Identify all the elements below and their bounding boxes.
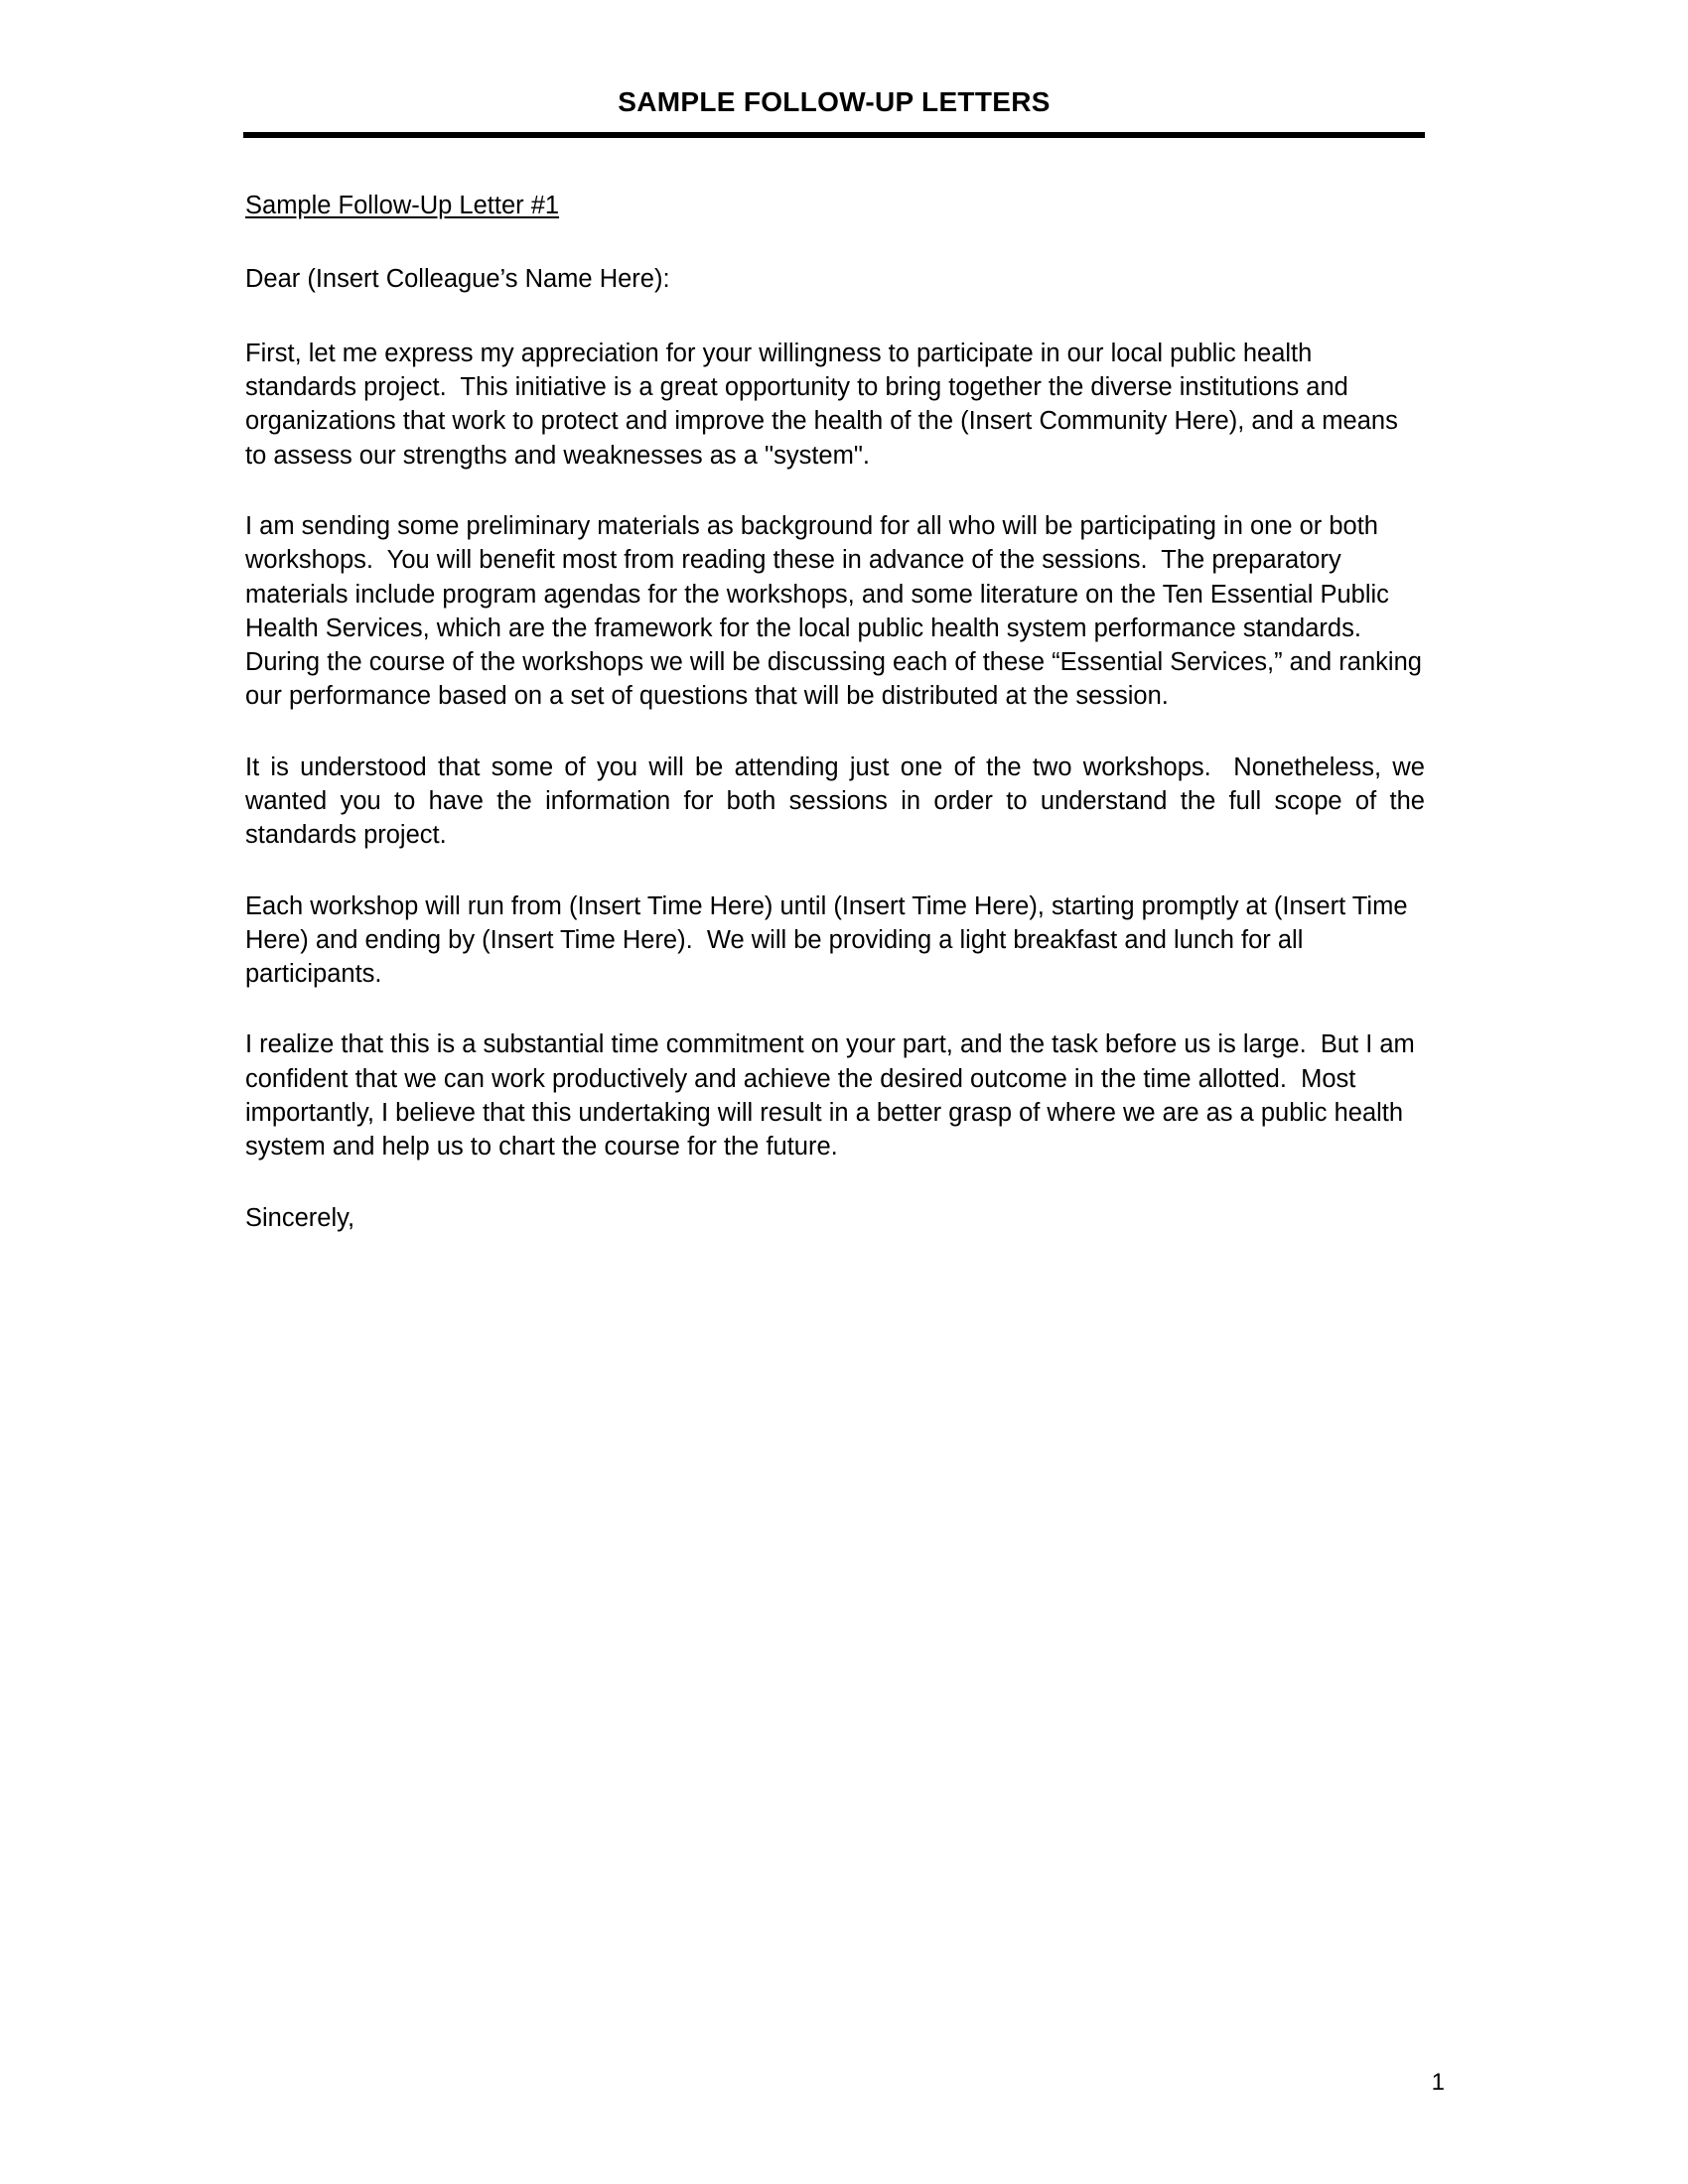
letter-paragraph-1: First, let me express my appreciation for your willingness to participate in our local public health standards project. This initiative is a great opportunity to bring together the diverse institutions and organizations that work to protect and improve the health of the (Insert Community Here), and a means to assess our strengths and weaknesses as a "system". [245, 339, 1405, 470]
letter-salutation: Dear (Insert Colleague’s Name Here): [245, 265, 670, 294]
header-divider [243, 132, 1425, 138]
letter-paragraph-5: I realize that this is a substantial time commitment on your part, and the task before us is large. But I am confident that we can work productively and achieve the desired outcome in the time allotted. Most importantly, I believe that this undertaking will result in a better grasp of where we are as a public health system and help us to chart the course for the future. [245, 1030, 1422, 1161]
letter-closing: Sincerely, [245, 1203, 355, 1232]
letter-paragraph-4: Each workshop will run from (Insert Time Here) until (Insert Time Here), starting promptly at (Insert Time Here) and ending by (Insert Time Here). We will be providing a light breakfast and lunch for all participants. [245, 891, 1415, 989]
letter-subtitle [245, 189, 1425, 222]
page-number: 1 [1431, 2069, 1445, 2096]
letter-paragraph-2: I am sending some preliminary materials as background for all who will be participating in one or both workshops. You will benefit most from reading these in advance of the sessions. The preparatory materials include program agendas for the workshops, and some literature on the Ten Essential Public Health Services, which are the framework for the local public health system performance standards. During the course of the workshops we will be discussing each of these “Essential Services,” and ranking our performance based on a set of questions that will be distributed at the session. [245, 511, 1430, 711]
letter-body [245, 189, 1433, 1235]
page-title: SAMPLE FOLLOW-UP LETTERS [618, 86, 1051, 117]
document-header [243, 87, 1425, 138]
letter-paragraph-3: It is understood that some of you will be attending just one of the two workshops. Nonetheless, we wanted you to have the information for both sessions in order to understand the full scope of the standards project. [245, 752, 1433, 850]
letter-subtitle-text: Sample Follow-Up Letter #1 [245, 192, 560, 219]
